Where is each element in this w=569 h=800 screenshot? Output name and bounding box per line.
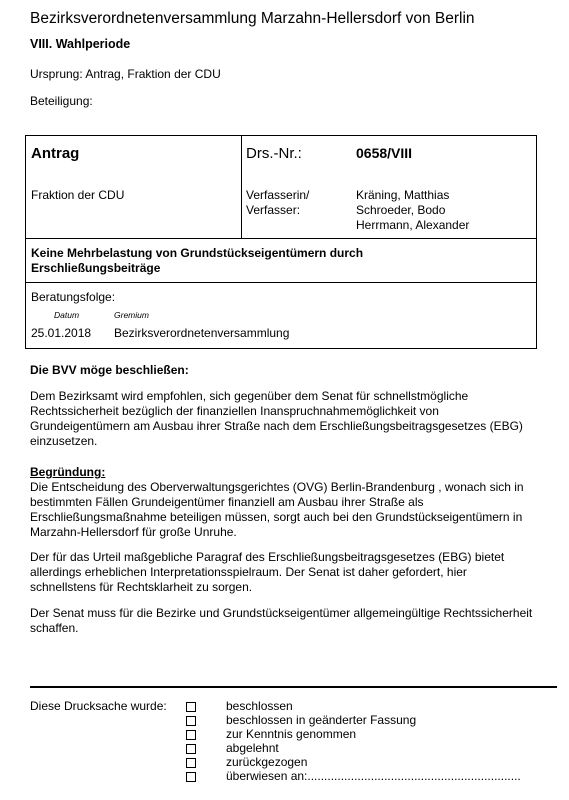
author-2: Schroeder, Bodo bbox=[356, 203, 446, 217]
option-label: beschlossen in geänderter Fassung bbox=[226, 713, 417, 727]
divider bbox=[26, 238, 536, 239]
info-box bbox=[25, 135, 537, 349]
option-label: zurückgezogen bbox=[226, 755, 308, 769]
checkbox-abgelehnt[interactable] bbox=[186, 744, 196, 754]
author-label-2: Verfasser: bbox=[246, 203, 301, 217]
option-label: überwiesen an:................................................................ bbox=[226, 769, 521, 783]
divider bbox=[26, 282, 536, 283]
divider bbox=[241, 136, 242, 239]
reason-paragraph-3: Der Senat muss für die Bezirke und Grundstückseigentümer allgemeingültige Rechtssicherheit schaffen. bbox=[30, 606, 533, 635]
origin: Ursprung: Antrag, Fraktion der CDU bbox=[30, 67, 221, 81]
author-1: Kräning, Matthias bbox=[356, 188, 450, 202]
resolve-text: Dem Bezirksamt wird empfohlen, sich gegenüber dem Senat für schnellstmögliche Rechtssicherheit bezüglich der finanziellen Inanspruchnahmemöglichkeit von Grundeigentümern am Ausbau ihrer Straße nach dem Erschließungsbeitragsgesetzes (EBG) einzusetzen. bbox=[30, 389, 523, 448]
checkbox-beschlossen[interactable] bbox=[186, 702, 196, 712]
resolve-heading: Die BVV möge beschließen: bbox=[30, 363, 189, 377]
drs-number: 0658/VIII bbox=[356, 145, 413, 161]
reason-paragraph-1: Die Entscheidung des Oberverwaltungsgerichtes (OVG) Berlin-Brandenburg , wonach sich in bestimmten Fällen Grundeigentümer finanziell am Ausbau ihrer Straße als Erschließungsmaßnahme beteiligen müssen, sorgt auch bei den Grundstückseigentümern in Marzahn-Hellersdorf für große Unruhe. bbox=[30, 480, 524, 539]
date: 25.01.2018 bbox=[31, 326, 92, 340]
option-label: zur Kenntnis genommen bbox=[226, 727, 357, 741]
footer-divider bbox=[30, 686, 557, 688]
subject-line-2: Erschließungsbeiträge bbox=[31, 261, 161, 275]
footer-label: Diese Drucksache wurde: bbox=[30, 699, 167, 713]
col-body: Gremium bbox=[114, 310, 149, 320]
faction: Fraktion der CDU bbox=[31, 188, 125, 202]
option-label: beschlossen bbox=[226, 699, 293, 713]
consult-label: Beratungsfolge: bbox=[31, 290, 116, 304]
checkbox-zurueckgezogen[interactable] bbox=[186, 758, 196, 768]
col-date: Datum bbox=[54, 310, 80, 320]
reason-heading: Begründung: bbox=[30, 465, 106, 479]
reason-paragraph-2: Der für das Urteil maßgebliche Paragraf des Erschließungsbeitragsgesetzes (EBG) bietet allerdings erheblichen Interpretationsspielraum. Der Senat ist daher gefordert, hier schnellstens für Rechtsklarheit zu sorgen. bbox=[30, 550, 505, 594]
option-label: abgelehnt bbox=[226, 741, 279, 755]
checkbox-ueberwiesen[interactable] bbox=[186, 772, 196, 782]
participation: Beteiligung: bbox=[30, 94, 93, 108]
period: VIII. Wahlperiode bbox=[30, 37, 131, 51]
checkbox-beschlossen-geaendert[interactable] bbox=[186, 716, 196, 726]
doc-type: Antrag bbox=[31, 145, 80, 162]
document-title: Bezirksverordnetenversammlung Marzahn-Hellersdorf von Berlin bbox=[30, 10, 475, 27]
subject-line-1: Keine Mehrbelastung von Grundstückseigentümern durch bbox=[31, 246, 364, 260]
author-label-1: Verfasserin/ bbox=[246, 188, 310, 202]
author-3: Herrmann, Alexander bbox=[356, 218, 470, 232]
drs-label: Drs.-Nr.: bbox=[246, 145, 302, 162]
checkbox-zur-kenntnis[interactable] bbox=[186, 730, 196, 740]
committee: Bezirksverordnetenversammlung bbox=[114, 326, 290, 340]
